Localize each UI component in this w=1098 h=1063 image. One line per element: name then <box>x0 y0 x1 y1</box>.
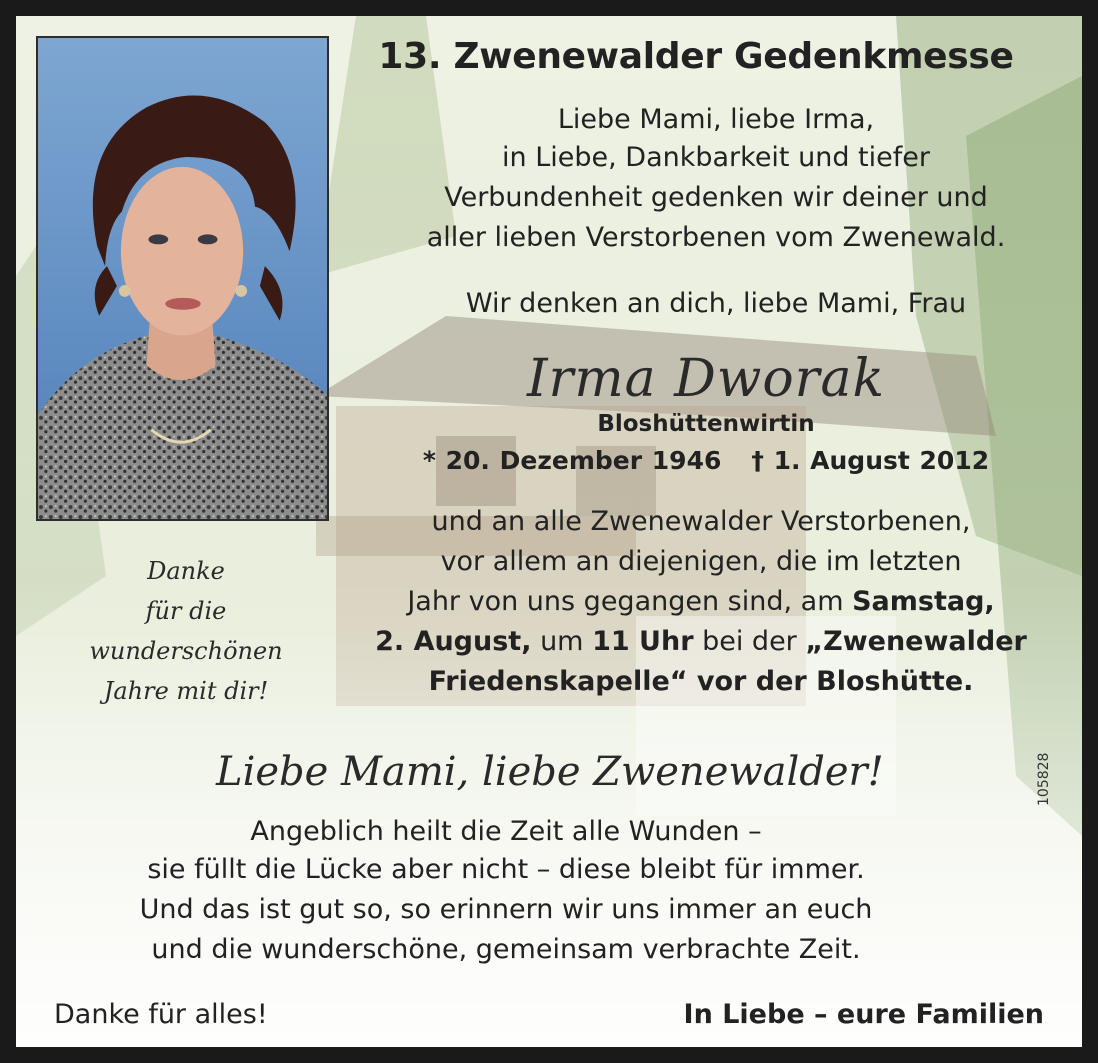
paragraph-text: bei der <box>693 626 806 657</box>
footer-thanks: Danke für alles! <box>54 999 268 1030</box>
quote-line: Und das ist gut so, so erinnern wir uns immer an euch <box>139 894 873 925</box>
paragraph-line: Friedenskapelle“ vor der Bloshütte. <box>428 666 974 697</box>
side-thanks-line: für die <box>145 597 227 625</box>
page-title: 13. Zwenewalder Gedenkmesse <box>378 36 1014 77</box>
side-thanks-line: wunderschönen <box>89 637 283 665</box>
intro-line: in Liebe, Dankbarkeit und tiefer <box>502 142 930 173</box>
life-dates <box>416 446 996 475</box>
paragraph-text: Jahr von uns gegangen sind, am <box>407 586 853 617</box>
reference-number: 105828 <box>1036 752 1052 806</box>
side-thanks <box>76 551 296 711</box>
paragraph-bold: 11 Uhr <box>592 626 694 657</box>
intro-line: Liebe Mami, liebe Irma, <box>557 104 875 135</box>
deceased-name: Irma Dworak <box>526 349 886 409</box>
quote-line: Angeblich heilt die Zeit alle Wunden – <box>250 816 762 847</box>
occupation: Bloshüttenwirtin <box>597 411 815 437</box>
paragraph-bold: Samstag, <box>852 586 995 617</box>
side-thanks-line: Danke <box>147 557 225 585</box>
portrait-photo <box>36 36 329 521</box>
side-thanks-line: Jahre mit dir! <box>103 677 269 705</box>
paragraph-line: und an alle Zwenewalder Verstorbenen, <box>431 506 971 537</box>
paragraph-bold: 2. August, <box>375 626 532 657</box>
paragraph-bold: „Zwenewalder <box>805 626 1027 657</box>
paragraph-line <box>356 586 1046 617</box>
closing-script-line: Liebe Mami, liebe Zwenewalder! <box>216 749 884 795</box>
paragraph-line <box>356 626 1046 657</box>
intro-line: aller lieben Verstorbenen vom Zwenewald. <box>426 222 1006 253</box>
quote-line: und die wunderschöne, gemeinsam verbrachte Zeit. <box>151 934 861 965</box>
paragraph-line: vor allem an diejenigen, die im letzten <box>440 546 962 577</box>
quote-line: sie füllt die Lücke aber nicht – diese bleibt für immer. <box>147 854 865 885</box>
footer-signature: In Liebe – eure Familien <box>683 999 1044 1030</box>
intro-line: Verbundenheit gedenken wir deiner und <box>444 182 988 213</box>
paragraph-text: um <box>531 626 593 657</box>
death-date: † 1. August 2012 <box>751 446 990 475</box>
remember-line: Wir denken an dich, liebe Mami, Frau <box>465 288 967 319</box>
birth-date: * 20. Dezember 1946 <box>422 446 722 475</box>
